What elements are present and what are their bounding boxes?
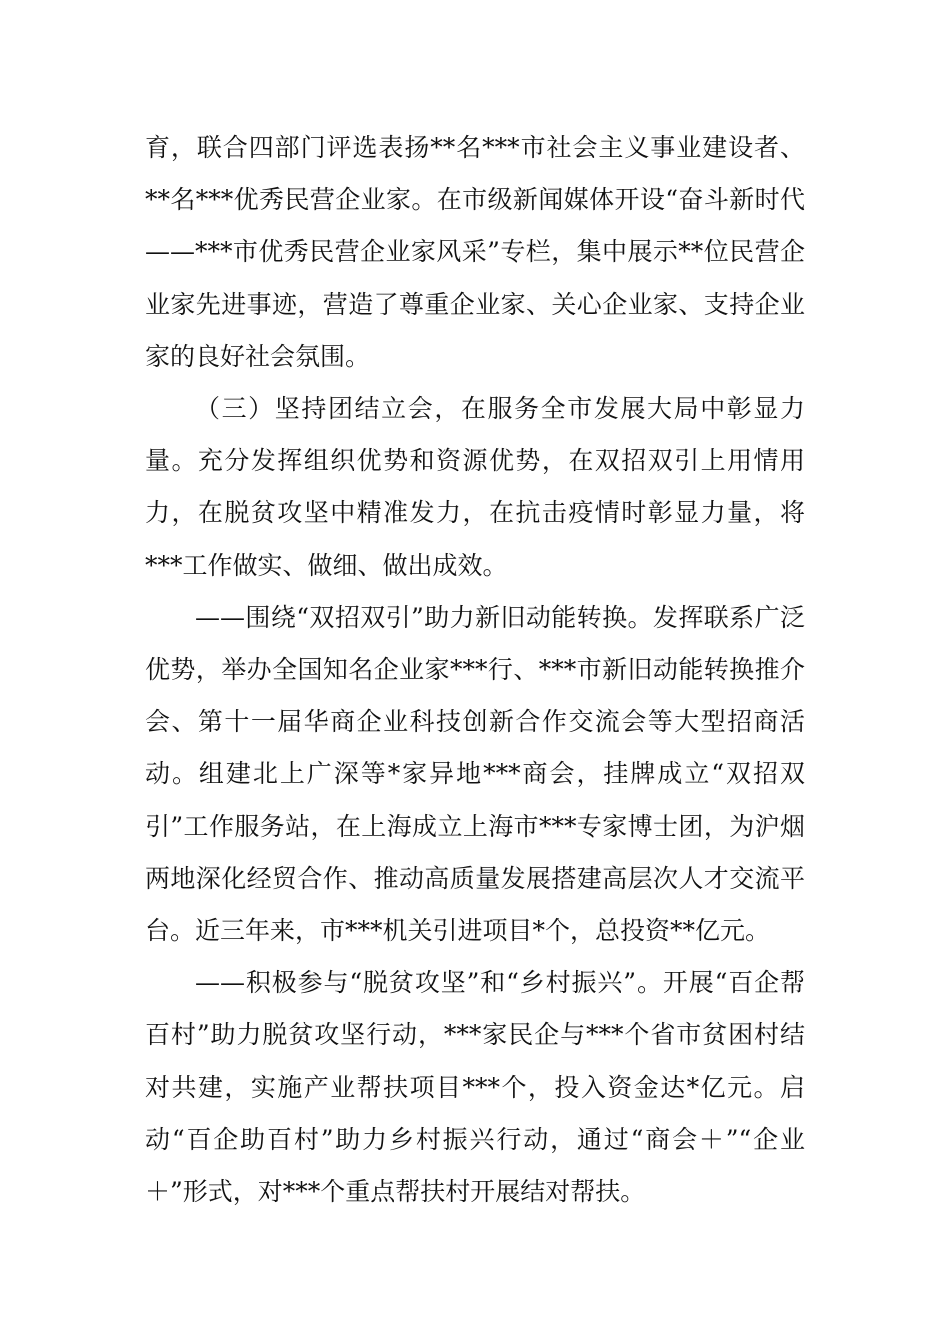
paragraph-section-three-heading: （三）坚持团结立会，在服务全市发展大局中彰显力量。充分发挥组织优势和资源优势，在双招双引上用情用力，在脱贫攻坚中精准发力，在抗击疫情时彰显力量，将***工作做实、做细、做出成效。	[145, 394, 805, 580]
document-page	[145, 122, 805, 1218]
paragraph-poverty-alleviation: ——积极参与“脱贫攻坚”和“乡村振兴”。开展“百企帮百村”助力脱贫攻坚行动，***家民企与***个省市贫困村结对共建，实施产业帮扶项目***个，投入资金达*亿元。启动“百企助百村”助力乡村振兴行动，通过“商会＋”“企业＋”形式，对***个重点帮扶村开展结对帮扶。	[145, 968, 805, 1207]
paragraph-commendation: 育，联合四部门评选表扬**名***市社会主义事业建设者、**名***优秀民营企业家。在市级新闻媒体开设“奋斗新时代——***市优秀民营企业家风采”专栏，集中展示**位民营企业家先进事迹，营造了尊重企业家、关心企业家、支持企业家的良好社会氛围。	[145, 133, 805, 371]
paragraph-investment-attraction: ——围绕“双招双引”助力新旧动能转换。发挥联系广泛优势，举办全国知名企业家***行、***市新旧动能转换推介会、第十一届华商企业科技创新合作交流会等大型招商活动。组建北上广深等*家异地***商会，挂牌成立“双招双引”工作服务站，在上海成立上海市***专家博士团，为沪烟两地深化经贸合作、推动高质量发展搭建高层次人才交流平台。近三年来，市***机关引进项目*个，总投资**亿元。	[145, 602, 805, 946]
